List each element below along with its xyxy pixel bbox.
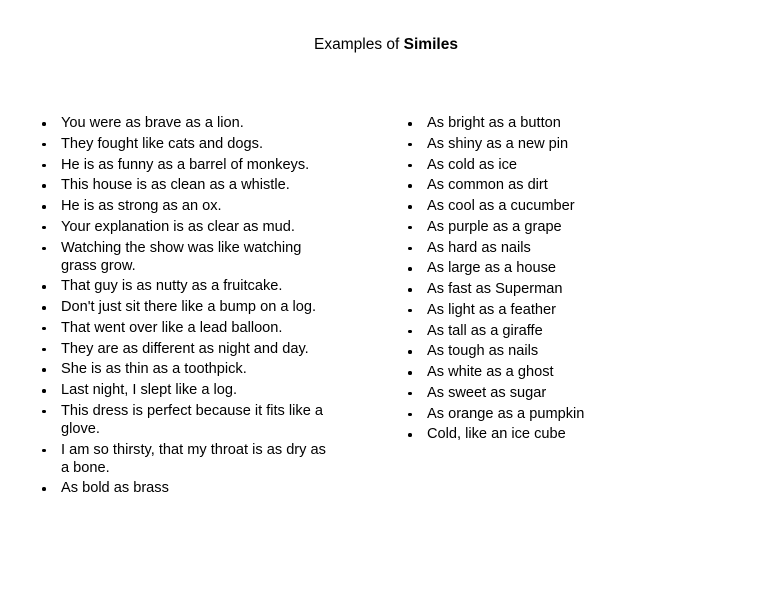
list-item: As cold as ice <box>406 156 706 174</box>
list-item: That guy is as nutty as a fruitcake. <box>40 277 331 295</box>
list-item: He is as funny as a barrel of monkeys. <box>40 156 331 174</box>
list-item: I am so thirsty, that my throat is as dry as a bone. <box>40 441 331 477</box>
list-item: Cold, like an ice cube <box>406 425 706 443</box>
list-item: As bright as a button <box>406 114 706 132</box>
page-title <box>0 35 768 55</box>
list-item: You were as brave as a lion. <box>40 114 331 132</box>
list-item: Watching the show was like watching grass grow. <box>40 239 331 275</box>
list-item: As tough as nails <box>406 342 706 360</box>
list-item: He is as strong as an ox. <box>40 197 331 215</box>
title-prefix: Examples of <box>314 36 400 53</box>
list-item: Don't just sit there like a bump on a log. <box>40 298 331 316</box>
list-item: They are as different as night and day. <box>40 340 331 358</box>
list-item: That went over like a lead balloon. <box>40 319 331 337</box>
list-item: As shiny as a new pin <box>406 135 706 153</box>
list-item: As cool as a cucumber <box>406 197 706 215</box>
list-item: As light as a feather <box>406 301 706 319</box>
list-item: As hard as nails <box>406 239 706 257</box>
title-emphasis: Similes <box>403 36 458 53</box>
list-item: As bold as brass <box>40 479 331 497</box>
list-item: As tall as a giraffe <box>406 322 706 340</box>
list-item: As orange as a pumpkin <box>406 405 706 423</box>
list-item: This dress is perfect because it fits like a glove. <box>40 402 331 438</box>
right-simile-list <box>406 114 706 446</box>
list-item: As common as dirt <box>406 176 706 194</box>
list-item: As white as a ghost <box>406 363 706 381</box>
list-item: As fast as Superman <box>406 280 706 298</box>
list-item: As sweet as sugar <box>406 384 706 402</box>
list-item: She is as thin as a toothpick. <box>40 360 331 378</box>
list-item: As large as a house <box>406 259 706 277</box>
list-item: Last night, I slept like a log. <box>40 381 331 399</box>
left-simile-list <box>40 114 340 500</box>
list-item: They fought like cats and dogs. <box>40 135 331 153</box>
list-item: As purple as a grape <box>406 218 706 236</box>
list-item: Your explanation is as clear as mud. <box>40 218 331 236</box>
list-item: This house is as clean as a whistle. <box>40 176 331 194</box>
